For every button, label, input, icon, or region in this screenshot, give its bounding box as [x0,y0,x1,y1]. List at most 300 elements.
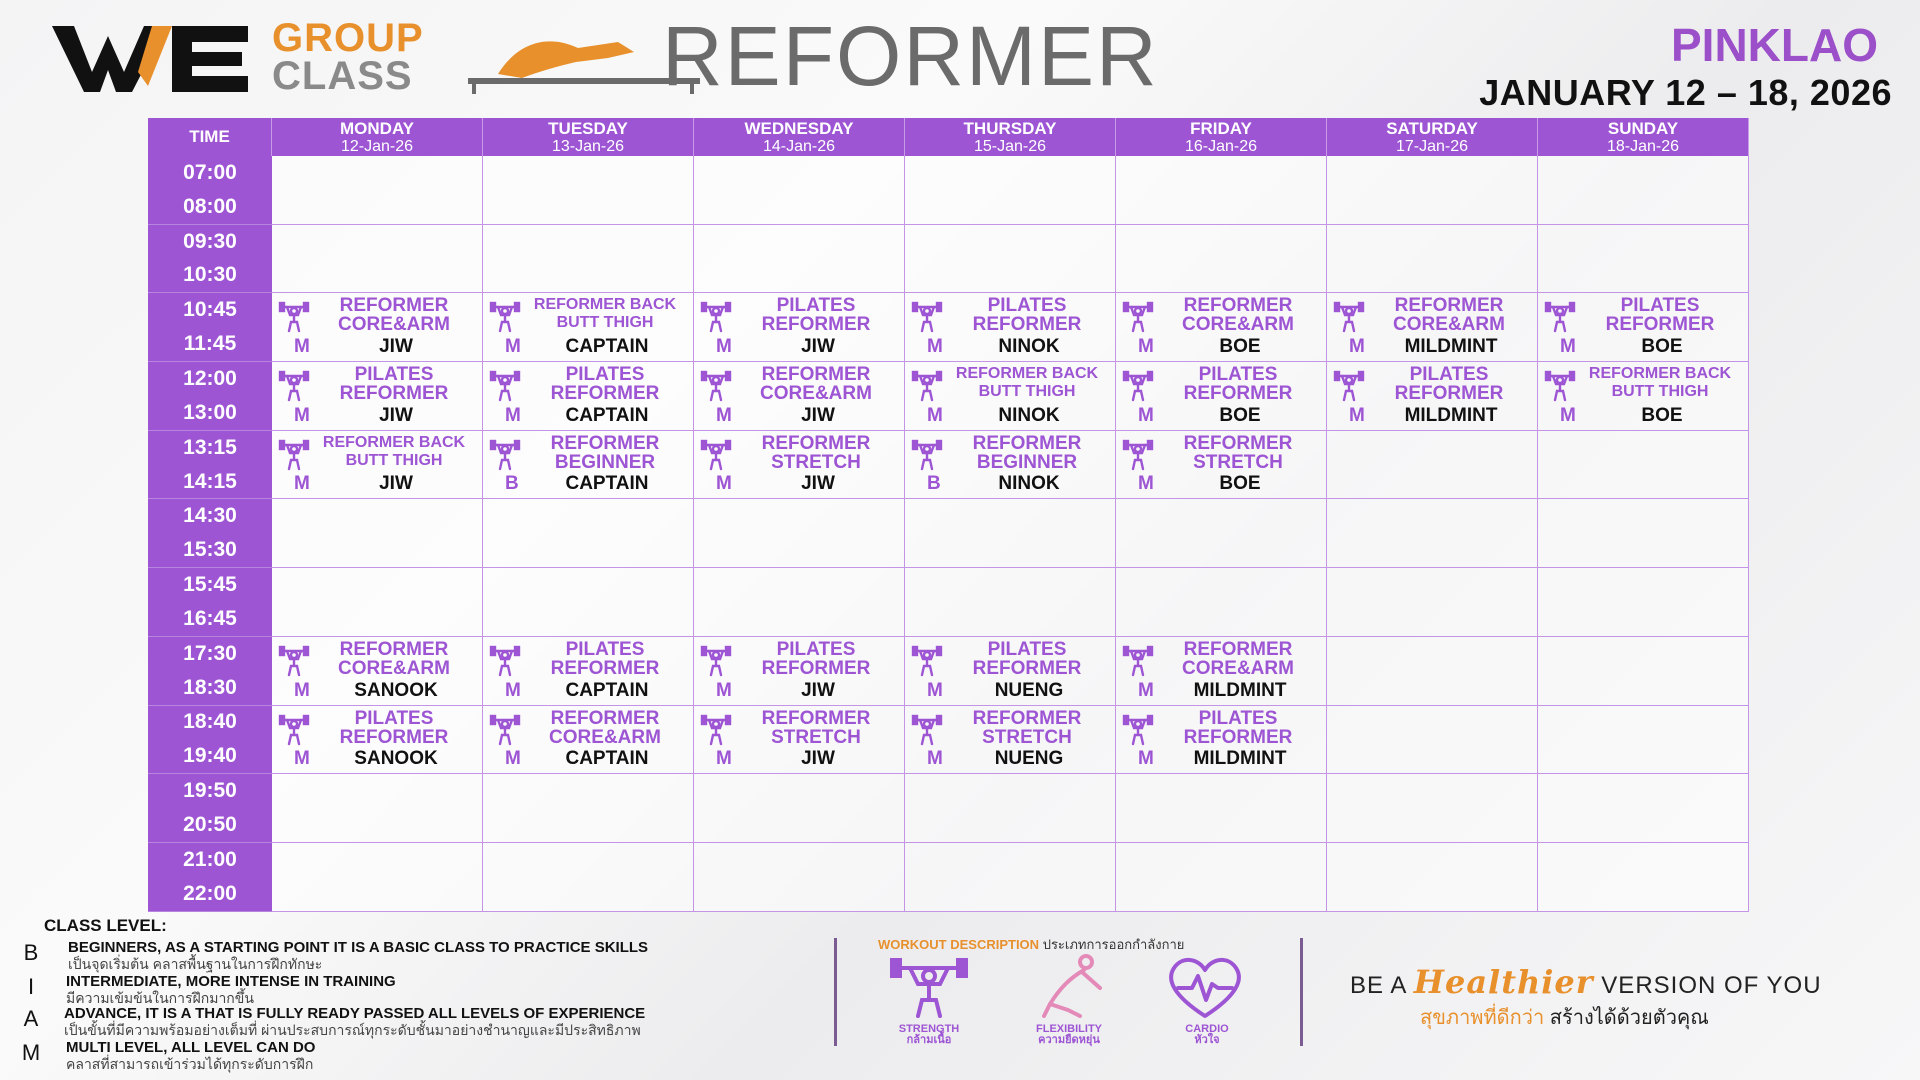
strength-icon [278,439,310,471]
class-name: PILATES REFORMER [1605,295,1715,336]
class-entry[interactable] [483,431,693,499]
level-desc-th: เป็นขั้นที่มีความพร้อมอย่างเต็มที่ ผ่านประสบการณ์ทุกระดับชั้นมาอย่างชำนาญและมีประสิทธิภาพ [64,1022,641,1038]
time-slot [148,362,272,431]
logo-group-text: GROUP [272,16,424,60]
strength-icon [1122,714,1154,746]
time-slot [148,706,272,775]
coach-name: BOE [1219,473,1261,495]
class-name: PILATES REFORMER [1394,364,1504,405]
schedule-cell [1327,637,1538,706]
class-entry[interactable] [905,293,1115,361]
schedule-cell [1538,843,1749,912]
schedule-cell [1538,774,1749,843]
time-end: 13:00 [183,400,237,424]
strength-icon [1122,370,1154,402]
class-level: M [294,473,310,495]
coach-name: JIW [379,404,413,426]
coach-name: NUENG [994,679,1064,701]
day-name: MONDAY [340,119,414,138]
schedule-cell [905,499,1116,568]
time-end: 22:00 [183,881,237,905]
time-header: TIME [148,118,272,156]
strength-icon [911,714,943,746]
schedule-cell [272,362,483,431]
time-end: 08:00 [183,194,237,218]
coach-name: NINOK [998,473,1060,495]
time-end: 16:45 [183,606,237,630]
class-name: PILATES REFORMER [550,364,660,405]
schedule-cell [905,706,1116,775]
class-entry[interactable] [483,293,693,361]
class-level: M [505,748,521,770]
slogan-thai-rest: สร้างได้ด้วยตัวคุณ [1549,1007,1709,1029]
schedule-cell [272,706,483,775]
class-level: M [505,336,521,358]
schedule-cell [1327,362,1538,431]
class-level: M [1560,336,1576,358]
strength-icon [1544,301,1576,333]
day-header-sunday [1538,118,1749,156]
coach-name: CAPTAIN [565,679,649,701]
time-start: 18:40 [183,710,237,734]
time-slot [148,843,272,912]
level-desc-en: INTERMEDIATE, MORE INTENSE IN TRAINING [66,973,396,990]
class-entry[interactable] [483,637,693,705]
cardio-label-th: หัวใจ [1194,1034,1220,1046]
class-entry[interactable] [905,362,1115,430]
schedule-cell [694,225,905,294]
time-slot [148,431,272,500]
class-level: M [1138,748,1154,770]
strength-icon [700,301,732,333]
class-level: M [716,336,732,358]
class-level: M [716,404,732,426]
strength-icon [911,439,943,471]
class-name: PILATES REFORMER [972,295,1082,336]
day-header-monday [272,118,483,156]
level-letter-m: M [21,1040,41,1065]
flexibility-label-en: FLEXIBILITY [1036,1023,1102,1035]
class-entry[interactable] [694,637,904,705]
class-entry[interactable] [1538,362,1748,430]
strength-icon [1333,301,1365,333]
schedule-cell [694,431,905,500]
strength-icon [489,370,521,402]
class-entry[interactable] [1116,706,1326,774]
strength-icon [888,954,970,1020]
class-level: M [927,404,943,426]
class-name: PILATES REFORMER [1183,707,1293,748]
class-level: M [1560,404,1576,426]
class-level: M [505,404,521,426]
schedule-cell [1327,774,1538,843]
schedule-cell [1116,568,1327,637]
class-entry[interactable] [905,431,1115,499]
class-entry[interactable] [1116,637,1326,705]
schedule-cell [1116,637,1327,706]
schedule-cell [1327,293,1538,362]
class-entry[interactable] [272,637,482,705]
coach-name: JIW [801,336,835,358]
schedule-cell [1538,499,1749,568]
time-slot [148,499,272,568]
coach-name: CAPTAIN [565,473,649,495]
schedule-cell [1538,637,1749,706]
class-name: REFORMER STRETCH [1183,432,1293,473]
schedule-cell [272,774,483,843]
class-level: M [927,748,943,770]
class-name: REFORMER CORE&ARM [760,364,872,405]
schedule-cell [694,499,905,568]
class-entry[interactable] [1538,293,1748,361]
schedule-cell [694,637,905,706]
date-range: JANUARY 12 – 18, 2026 [1479,72,1892,113]
class-level: M [716,473,732,495]
schedule-cell [694,774,905,843]
flexibility-label-th: ความยืดหยุ่น [1038,1034,1100,1046]
schedule-cell [905,774,1116,843]
schedule-cell [272,843,483,912]
time-slot [148,568,272,637]
time-slot [148,225,272,294]
class-entry[interactable] [1116,293,1326,361]
time-end: 15:30 [183,538,237,562]
class-entry[interactable] [1327,362,1537,430]
schedule-cell [1327,843,1538,912]
coach-name: BOE [1641,336,1683,358]
class-level: M [294,679,310,701]
strength-icon [1333,370,1365,402]
workout-title-en: WORKOUT DESCRIPTION [878,937,1040,952]
class-level: M [294,748,310,770]
time-start: 15:45 [183,573,237,597]
strength-icon [278,714,310,746]
schedule-cell [694,293,905,362]
schedule-cell [483,225,694,294]
schedule-cell [483,431,694,500]
strength-icon [700,439,732,471]
schedule-cell [905,637,1116,706]
coach-name: JIW [801,404,835,426]
day-date: 15-Jan-26 [973,138,1047,155]
class-entry[interactable] [272,362,482,430]
day-date: 17-Jan-26 [1395,138,1469,155]
time-slot [148,774,272,843]
class-name: PILATES REFORMER [339,364,449,405]
class-level: B [927,473,941,495]
schedule-cell [272,293,483,362]
day-name: THURSDAY [963,119,1057,138]
time-start: 12:00 [183,366,237,390]
level-desc-th: คลาสที่สามารถเข้าร่วมได้ทุกระดับการฝึก [66,1056,314,1072]
footer-divider [834,938,837,1046]
schedule-cell [483,499,694,568]
class-name: REFORMER CORE&ARM [338,638,450,679]
class-entry[interactable] [905,637,1115,705]
class-entry[interactable] [272,431,482,499]
schedule-cell [694,156,905,225]
class-name: REFORMER BACK BUTT THIGH [955,365,1099,401]
schedule-cell [272,568,483,637]
schedule-cell [1538,362,1749,431]
flexibility-icon [1030,954,1112,1020]
strength-icon [278,370,310,402]
cardio-label [1152,1024,1262,1046]
class-entry[interactable] [694,362,904,430]
coach-name: NUENG [994,748,1064,770]
schedule-cell [1116,431,1327,500]
strength-icon [700,645,732,677]
level-desc-th: มีความเข้มข้นในการฝึกมากขึ้น [66,990,254,1006]
coach-name: CAPTAIN [565,404,649,426]
strength-icon [1544,370,1576,402]
schedule-cell [1538,225,1749,294]
coach-name: CAPTAIN [565,748,649,770]
time-start: 19:50 [183,779,237,803]
time-start: 09:30 [183,229,237,253]
day-name: WEDNESDAY [744,119,854,138]
schedule-cell [483,293,694,362]
class-entry[interactable] [1116,431,1326,499]
time-slot [148,293,272,362]
time-start: 17:30 [183,641,237,665]
coach-name: JIW [801,473,835,495]
class-name: PILATES REFORMER [761,638,871,679]
schedule-cell [483,637,694,706]
class-name: REFORMER STRETCH [972,707,1082,748]
class-name: PILATES REFORMER [339,707,449,748]
class-entry[interactable] [905,706,1115,774]
level-letter-i: I [27,974,35,999]
schedule-cell [905,293,1116,362]
day-name: SUNDAY [1607,119,1679,138]
strength-icon [278,301,310,333]
schedule-cell [1116,225,1327,294]
level-desc-en: MULTI LEVEL, ALL LEVEL CAN DO [66,1039,316,1056]
workout-title-th: ประเภทการออกกำลังกาย [1042,937,1185,952]
class-level-title: CLASS LEVEL: [44,916,167,935]
time-start: 14:30 [183,504,237,528]
coach-name: SANOOK [354,679,438,701]
schedule-cell [905,156,1116,225]
schedule-cell [694,706,905,775]
schedule-cell [1538,293,1749,362]
strength-icon [700,714,732,746]
coach-name: JIW [801,748,835,770]
schedule-cell [905,225,1116,294]
schedule-cell [1327,568,1538,637]
time-start: 13:15 [183,435,237,459]
strength-icon [489,301,521,333]
day-name: FRIDAY [1190,119,1252,138]
class-entry[interactable] [483,362,693,430]
slogan-thai [1420,1004,1709,1032]
logo-reformer-text: REFORMER [662,9,1159,103]
schedule-cell [483,843,694,912]
class-level: M [927,679,943,701]
schedule-cell [483,156,694,225]
time-end: 11:45 [183,332,237,356]
class-level: B [505,473,519,495]
class-name: REFORMER STRETCH [761,707,871,748]
coach-name: JIW [379,473,413,495]
coach-name: MILDMINT [1193,748,1287,770]
coach-name: BOE [1641,404,1683,426]
cardio-label-en: CARDIO [1185,1023,1229,1035]
slogan-post: VERSION OF YOU [1601,972,1822,999]
schedule-cell [483,706,694,775]
day-header-friday [1116,118,1327,156]
class-name: REFORMER CORE&ARM [549,707,661,748]
coach-name: SANOOK [354,748,438,770]
schedule-cell [272,637,483,706]
class-level: M [1349,336,1365,358]
schedule-cell [483,362,694,431]
strength-icon [911,645,943,677]
strength-icon [1122,301,1154,333]
class-name: PILATES REFORMER [550,638,660,679]
time-end: 19:40 [183,744,237,768]
class-entry[interactable] [483,706,693,774]
schedule-cell [905,431,1116,500]
schedule-cell [1538,431,1749,500]
schedule-cell [1538,156,1749,225]
strength-icon [911,301,943,333]
schedule-cell [1327,431,1538,500]
schedule-cell [905,362,1116,431]
day-name: SATURDAY [1386,119,1478,138]
schedule-cell [272,499,483,568]
day-header-wednesday [694,118,905,156]
day-name: TUESDAY [548,119,628,138]
coach-name: CAPTAIN [565,336,649,358]
class-entry[interactable] [694,431,904,499]
class-name: REFORMER BACK BUTT THIGH [1588,365,1732,401]
coach-name: NINOK [998,404,1060,426]
strength-icon [700,370,732,402]
schedule-cell [1116,774,1327,843]
schedule-cell [1116,499,1327,568]
time-slot [148,637,272,706]
schedule-table [148,118,1749,912]
branch-name: PINKLAO [1671,19,1878,71]
day-header-thursday [905,118,1116,156]
level-desc-en: ADVANCE, IT IS A THAT IS FULLY READY PASSED ALL LEVELS OF EXPERIENCE [64,1005,646,1022]
coach-name: JIW [379,336,413,358]
strength-icon [489,645,521,677]
time-end: 20:50 [183,812,237,836]
class-entry[interactable] [272,293,482,361]
schedule-cell [1538,568,1749,637]
level-desc-th: เป็นจุดเริ่มต้น คลาสพื้นฐานในการฝึกทักษะ [68,956,323,972]
schedule-cell [1327,706,1538,775]
class-name: REFORMER BEGINNER [550,432,660,473]
class-entry[interactable] [1116,362,1326,430]
coach-name: MILDMINT [1193,679,1287,701]
class-level: M [294,404,310,426]
strength-label-en: STRENGTH [898,1023,960,1035]
schedule-cell [1116,156,1327,225]
class-entry[interactable] [272,706,482,774]
class-level: M [294,336,310,358]
class-name: REFORMER BACK BUTT THIGH [322,433,466,469]
time-end: 18:30 [183,675,237,699]
coach-name: BOE [1219,404,1261,426]
level-letter-b: B [23,940,39,965]
strength-label [874,1024,984,1046]
class-entry[interactable] [694,293,904,361]
day-header-saturday [1327,118,1538,156]
class-name: REFORMER CORE&ARM [1393,295,1505,336]
schedule-cell [483,568,694,637]
schedule-cell [1327,156,1538,225]
day-date: 18-Jan-26 [1606,138,1680,155]
level-letter-a: A [23,1006,39,1031]
strength-icon [489,714,521,746]
time-start: 10:45 [183,298,237,322]
schedule-cell [272,431,483,500]
class-level: M [1138,336,1154,358]
we-logo [52,22,252,94]
time-end: 14:15 [183,469,237,493]
class-name: PILATES REFORMER [761,295,871,336]
coach-name: BOE [1219,336,1261,358]
class-name: REFORMER CORE&ARM [1182,295,1294,336]
slogan-pre: BE A [1350,972,1407,999]
strength-icon [278,645,310,677]
coach-name: JIW [801,679,835,701]
logo-class-text: CLASS [272,54,413,98]
class-level: M [716,748,732,770]
class-name: PILATES REFORMER [1183,364,1293,405]
class-name: REFORMER STRETCH [761,432,871,473]
time-start: 07:00 [183,160,237,184]
slogan-thai-highlight: สุขภาพที่ดีกว่า [1420,1007,1545,1029]
schedule-cell [1538,706,1749,775]
schedule-cell [1327,499,1538,568]
schedule-cell [272,225,483,294]
slogan [1350,964,1822,1004]
day-date: 16-Jan-26 [1184,138,1258,155]
strength-icon [911,370,943,402]
schedule-cell [483,774,694,843]
schedule-cell [905,843,1116,912]
level-desc-en: BEGINNERS, AS A STARTING POINT IT IS A BASIC CLASS TO PRACTICE SKILLS [68,939,649,956]
strength-icon [489,439,521,471]
day-date: 14-Jan-26 [762,138,836,155]
time-slot [148,156,272,225]
schedule-cell [1116,706,1327,775]
coach-name: NINOK [998,336,1060,358]
class-entry[interactable] [1327,293,1537,361]
schedule-cell [1116,362,1327,431]
schedule-cell [272,156,483,225]
footer-divider [1300,938,1303,1046]
schedule-cell [694,843,905,912]
class-level: M [927,336,943,358]
workout-description-title [878,934,1184,955]
class-name: REFORMER CORE&ARM [338,295,450,336]
class-level: M [1349,404,1365,426]
day-date: 12-Jan-26 [340,138,414,155]
class-entry[interactable] [694,706,904,774]
schedule-cell [1327,225,1538,294]
class-level: M [1138,473,1154,495]
strength-icon [1122,439,1154,471]
slogan-highlight: Healthier [1413,963,1594,1001]
class-level: M [1138,404,1154,426]
strength-label-th: กล้ามเนื้อ [906,1034,952,1046]
